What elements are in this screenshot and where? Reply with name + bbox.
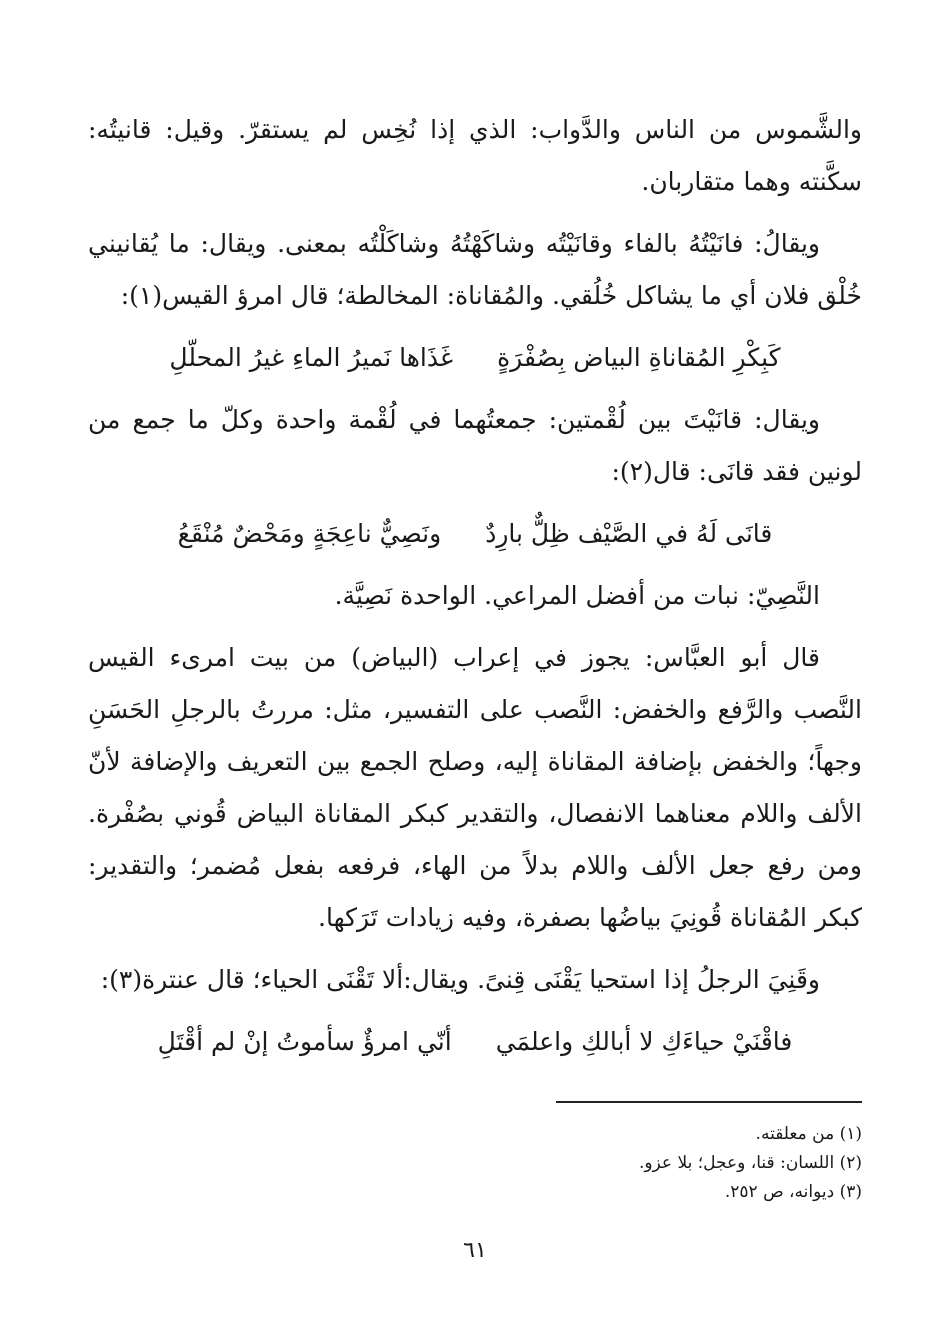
- verse-second-hemistich: أنّي امرؤٌ سأموتُ إنْ لم أقْتَلِ: [157, 1027, 452, 1056]
- footnotes: [88, 1120, 862, 1207]
- verse-first-hemistich: فاقْنَيْ حياءَكِ لا أبالكِ واعلمَي: [495, 1027, 793, 1056]
- footnote-1: (١) من معلقته.: [755, 1124, 862, 1144]
- verse-first-hemistich: كَبِكْرِ المُقاناةِ البياض بِصُفْرَةٍ: [497, 343, 781, 372]
- paragraph-nasiyy: النَّصِيّ: نبات من أفضل المراعي. الواحدة نَصِيَّة.: [334, 581, 820, 610]
- footnote-separator: [556, 1101, 862, 1103]
- page-number: ٦١: [463, 1238, 487, 1263]
- paragraph-abu-al-abbas: قال أبو العبَّاس: يجوز في إعراب (البياض) من بيت امرىء القيس النَّصب والرَّفع والخفض: النَّصب على التفسير، مثل: مررتُ بالرجلِ الحَسَنِ وجهاً؛ والخفض بإضافة المقاناة إليه، وصلح الجمع بين التعريف والإضافة لأنّ الألف واللام معناهما الانفصال، والتقدير كبكر المقاناة البياض قُوني بصُفْرة. ومن رفع جعل الألف واللام بدلاً من الهاء، فرفعه بفعل مُضمر؛ والتقدير: كبكر المُقاناة قُونِيَ بياضُها بصفرة، وفيه زيادات تَرَكها.: [88, 643, 862, 932]
- paragraph-qanayta: ويقال: قانَيْتَ بين لُقْمتين: جمعتُهما في لُقْمة واحدة وكلّ ما جمع من لونين فقد قانَى: قال(٢):: [88, 405, 862, 486]
- verse-qana-lahu: [88, 508, 862, 560]
- footnote-2: (٢) اللسان: قنا، وعجل؛ بلا عزو.: [638, 1153, 862, 1173]
- verse-first-hemistich: قانَى لَهُ في الصَّيْف ظِلٌّ بارِدٌ: [485, 519, 773, 548]
- verse-second-hemistich: ونَصِيٌّ ناعِجَةٍ ومَحْضٌ مُنْقَعُ: [177, 519, 442, 548]
- paragraph-qanaytuhu: ويقالُ: فانَيْتُهُ بالفاء وقانَيْتُه وشاكَهْتُهُ وشاكَلْتُه بمعنى. ويقال: ما يُقانيني خُلْق فلان أي ما يشاكل خُلُقي. والمُقاناة: المخالطة؛ قال امرؤ القيس(١):: [88, 229, 862, 310]
- verse-antara: [88, 1016, 862, 1068]
- paragraph-qaniya: وقَنِيَ الرجلُ إذا استحيا يَقْنَى قِنىً. ويقال:ألا تَقْنَى الحياء؛ قال عنترة(٣):: [100, 965, 820, 994]
- paragraph-shamus: والشَّموس من الناس والدَّواب: الذي إذا نُخِس لم يستقرّ. وقيل: قانيتُه: سكَّنته وهما متقاربان.: [88, 115, 862, 196]
- footnote-3: (٣) ديوانه، ص ٢٥٢.: [724, 1182, 862, 1202]
- verse-imru-al-qais: [88, 332, 862, 384]
- verse-second-hemistich: غَذَاها نَميرُ الماءِ غيرُ المحلّلِ: [169, 343, 454, 372]
- main-text-block: [88, 104, 862, 1068]
